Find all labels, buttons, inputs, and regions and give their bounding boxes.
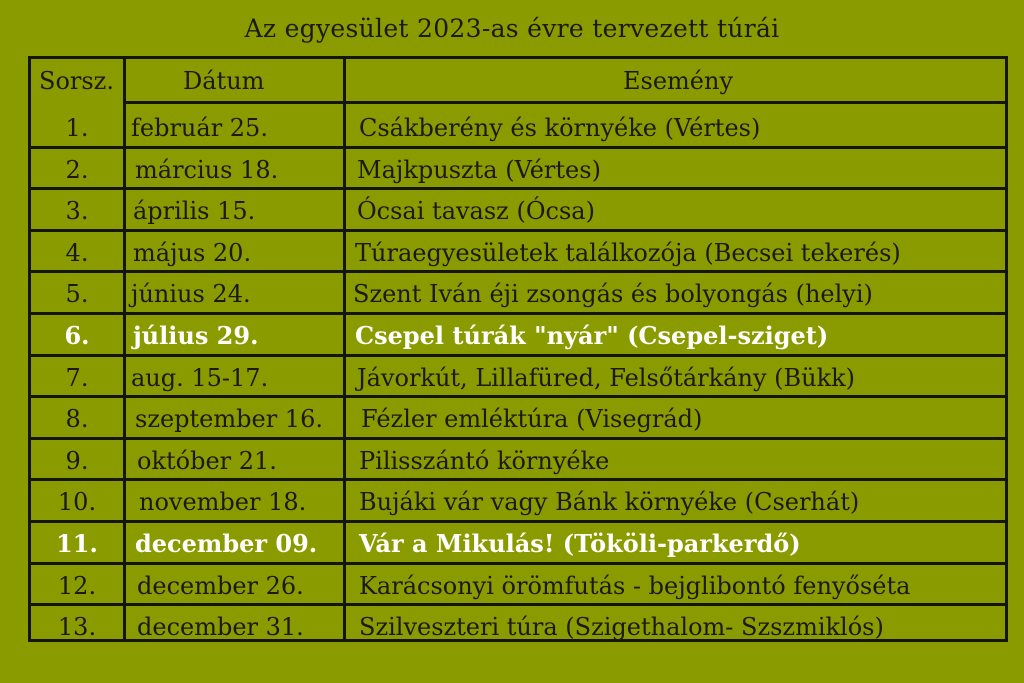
row-event: Szent Iván éji zsongás és bolyongás (helyi) xyxy=(353,280,873,309)
row-number: 10. xyxy=(57,488,97,517)
row-divider xyxy=(31,270,1005,273)
row-event: Vár a Mikulás! (Tököli-parkerdő) xyxy=(359,529,801,558)
row-date: február 25. xyxy=(131,114,268,142)
row-date: november 18. xyxy=(139,488,307,517)
row-event: Túraegyesületek találkozója (Becsei tekerés) xyxy=(355,238,901,267)
row-divider xyxy=(31,146,1005,149)
row-divider xyxy=(31,354,1005,357)
row-date: április 15. xyxy=(133,197,256,226)
row-date: aug. 15-17. xyxy=(131,363,269,392)
header-event: Esemény xyxy=(623,67,734,95)
header-num: Sorsz. xyxy=(39,67,114,95)
row-divider xyxy=(31,229,1005,232)
row-divider xyxy=(31,187,1005,190)
row-date: október 21. xyxy=(137,446,277,475)
row-event: Csákberény és környéke (Vértes) xyxy=(359,114,761,142)
row-divider xyxy=(31,395,1005,398)
page-title: Az egyesület 2023-as évre tervezett túrái xyxy=(244,14,780,43)
row-event: Jávorkút, Lillafüred, Felsőtárkány (Bükk) xyxy=(357,363,856,392)
row-number: 12. xyxy=(57,571,97,600)
header-divider xyxy=(123,101,1005,104)
row-event: Ócsai tavasz (Ócsa) xyxy=(357,197,595,226)
row-event: Majkpuszta (Vértes) xyxy=(357,155,601,184)
row-number: 5. xyxy=(65,280,89,309)
row-date: december 31. xyxy=(137,613,304,642)
row-number: 7. xyxy=(65,363,89,392)
row-date: június 24. xyxy=(131,280,251,309)
row-number: 11. xyxy=(56,529,98,558)
row-number: 2. xyxy=(65,155,89,184)
row-event: Pilisszántó környéke xyxy=(359,446,610,475)
row-divider xyxy=(31,312,1005,315)
row-number: 9. xyxy=(65,446,89,475)
row-divider xyxy=(31,478,1005,481)
row-number: 3. xyxy=(65,197,89,226)
row-date: március 18. xyxy=(135,155,279,184)
row-number: 6. xyxy=(64,321,90,350)
row-divider xyxy=(31,437,1005,440)
row-date: szeptember 16. xyxy=(135,405,323,434)
row-event: Csepel túrák "nyár" (Csepel-sziget) xyxy=(355,321,829,350)
row-date: december 26. xyxy=(137,571,304,600)
row-event: Fézler emléktúra (Visegrád) xyxy=(361,405,703,434)
row-date: december 09. xyxy=(135,529,318,558)
row-date: július 29. xyxy=(133,321,259,350)
row-number: 13. xyxy=(57,613,97,642)
row-number: 1. xyxy=(65,114,89,142)
row-event: Szilveszteri túra (Szigethalom- Szszmiklós) xyxy=(359,613,884,642)
row-date: május 20. xyxy=(133,238,252,267)
row-number: 8. xyxy=(65,405,89,434)
row-divider xyxy=(31,603,1005,606)
row-divider xyxy=(31,562,1005,565)
row-number: 4. xyxy=(65,238,89,267)
row-event: Bujáki vár vagy Bánk környéke (Cserhát) xyxy=(359,488,860,517)
row-divider xyxy=(31,520,1005,523)
events-table xyxy=(28,56,1008,642)
row-event: Karácsonyi örömfutás - bejglibontó fenyőséta xyxy=(359,571,911,600)
header-date: Dátum xyxy=(183,67,265,95)
